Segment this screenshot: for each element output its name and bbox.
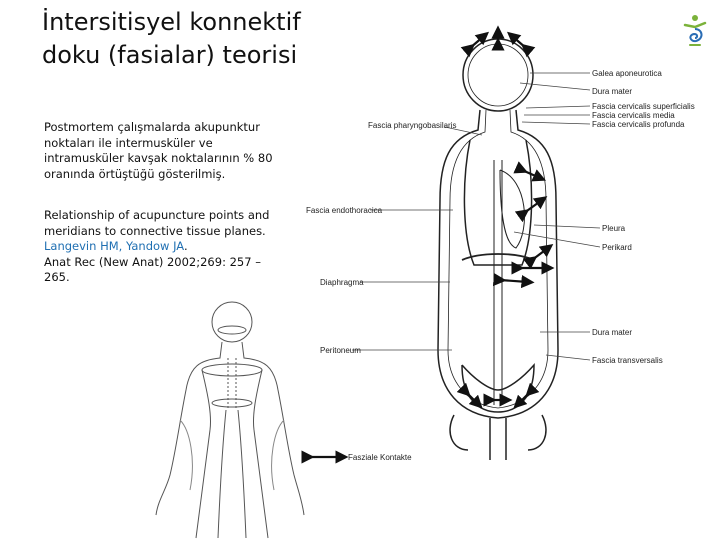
label-endothoracica: Fascia endothoracica <box>306 206 383 215</box>
paragraph-english: Relationship of acupuncture points and meridians to connective tissue planes. <box>44 208 270 238</box>
label-transversalis: Fascia transversalis <box>592 356 663 365</box>
label-peritoneum: Peritoneum <box>320 346 361 355</box>
legend-label: Fasziale Kontakte <box>348 453 412 462</box>
citation-text: Anat Rec (New Anat) 2002;269: 257 – 265. <box>44 254 261 284</box>
label-galea: Galea aponeurotica <box>592 69 662 78</box>
label-cervicalis-profunda: Fascia cervicalis profunda <box>592 120 685 129</box>
fascial-contact-arrows <box>308 32 548 457</box>
authors-link[interactable]: Langevin HM, Yandow JA <box>44 239 184 253</box>
slide-title: İntersitisyel konnektif doku (fasialar) teorisi <box>42 8 301 69</box>
label-cervicalis-superficialis: Fascia cervicalis superficialis <box>592 102 695 111</box>
label-diaphragma: Diaphragma <box>320 278 364 287</box>
label-dura-upper: Dura mater <box>592 87 633 96</box>
label-dura-lower: Dura mater <box>592 328 633 337</box>
label-leaders <box>352 73 600 360</box>
label-perikard: Perikard <box>602 243 632 252</box>
paragraph-turkish: Postmortem çalışmalarda akupunktur noktaları ile intermusküler ve intramusküler kavşak noktalarının % 80 oranında örtüştüğü gösterilmiş. <box>44 120 273 181</box>
reference-block: Relationship of acupuncture points and meridians to connective tissue planes. Langevin HM, Yandow JA. Anat Rec (New Anat) 2002;269: 257 – 265. <box>44 208 270 284</box>
meridian-figure-sketch <box>150 300 310 540</box>
label-pharyngobasilaris: Fascia pharyngobasilaris <box>368 121 457 130</box>
label-pleura: Pleura <box>602 224 626 233</box>
body-outline <box>438 39 558 460</box>
label-cervicalis-media: Fascia cervicalis media <box>592 111 675 120</box>
fascia-body-diagram <box>290 20 710 470</box>
